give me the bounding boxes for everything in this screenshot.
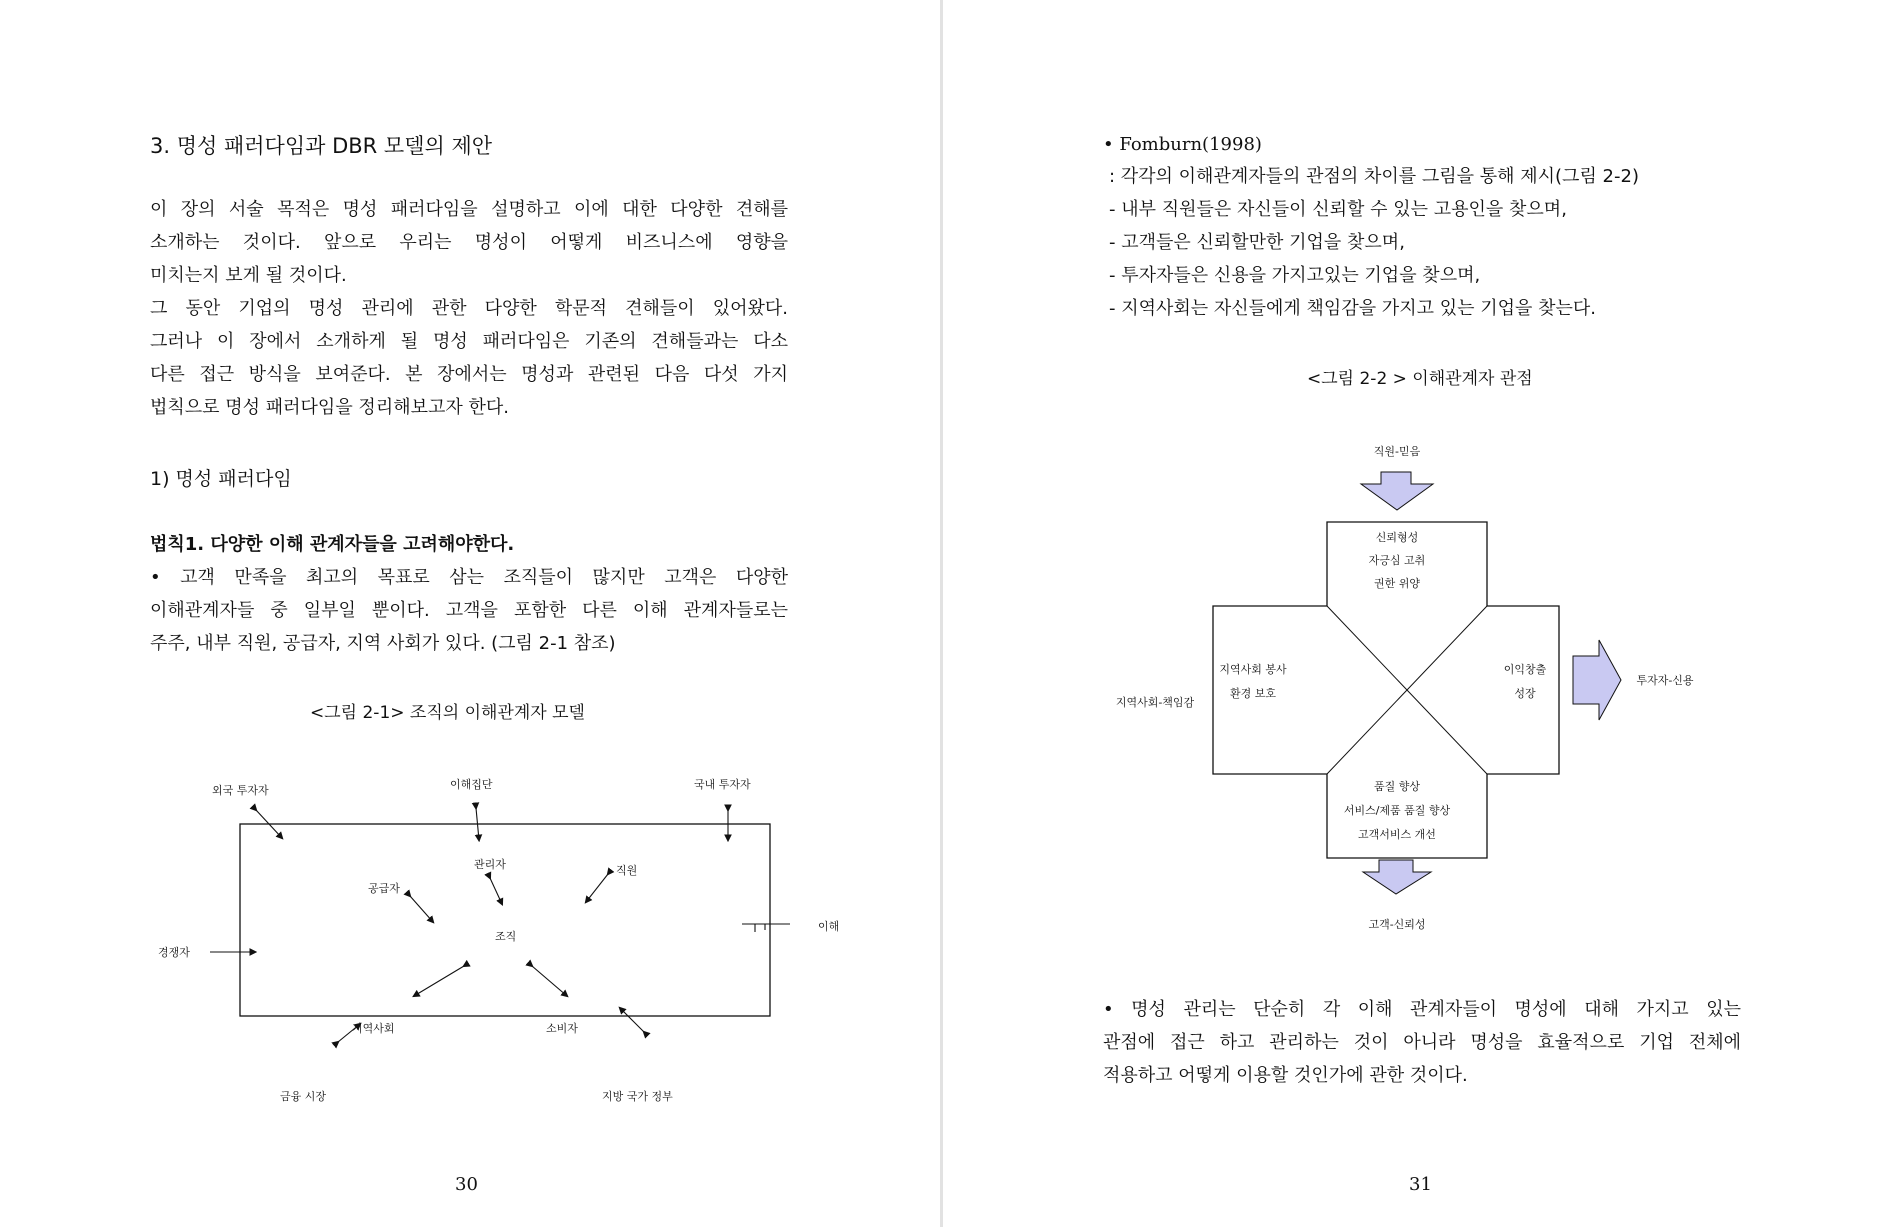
- text-line: • 명성 관리는 단순히 각 이해 관계자들이 명성에 대해 가지고 있는: [1103, 999, 1741, 1020]
- competitor-label: 경쟁자: [158, 946, 190, 959]
- arrow: [490, 878, 502, 904]
- page-number: 31: [1409, 1174, 1432, 1195]
- text-line: : 각각의 이해관계자들의 관점의 차이를 그림을 통해 제시(그림 2-2): [1109, 166, 1639, 187]
- subheading: 1) 명성 패러다임: [150, 468, 292, 490]
- bottom-box-line: 서비스/제품 품질 향상: [1343, 804, 1451, 817]
- right-box-line: 이익창출: [1503, 663, 1547, 676]
- top-arrow-icon: [1361, 472, 1433, 510]
- investor-perspective-label: 투자자-신용: [1636, 674, 1694, 687]
- top-box-line: 신뢰형성: [1375, 531, 1419, 544]
- union-label: 이해집단: [450, 778, 493, 791]
- arrow: [586, 874, 608, 902]
- rule-title: 법칙1. 다양한 이해 관계자들을 고려해야한다.: [150, 534, 515, 555]
- left-box-line: 환경 보호: [1229, 687, 1277, 700]
- page-number: 30: [455, 1174, 478, 1195]
- community-perspective-label: 지역사회-책임감: [1115, 696, 1195, 709]
- other-label: 이해: [818, 920, 840, 933]
- text-line: 그러나 이 장에서 소개하게 될 명성 패러다임은 기존의 견해들과는 다소: [150, 331, 788, 352]
- text-line: 그 동안 기업의 명성 관리에 관한 다양한 학문적 견해들이 있어왔다.: [150, 298, 788, 319]
- text-line: 이해관계자들 중 일부일 뿐이다. 고객을 포함한 다른 이해 관계자들로는: [150, 600, 788, 621]
- right-arrow-icon: [1573, 640, 1621, 720]
- bottom-box-line: 품질 향상: [1373, 780, 1421, 793]
- text-line: 관점에 접근 하고 관리하는 것이 아니라 명성을 효율적으로 기업 전체에: [1103, 1032, 1741, 1053]
- domestic-investor-label: 국내 투자자: [694, 778, 751, 791]
- supplier-label: 공급자: [368, 882, 400, 895]
- figure-caption: <그림 2-1> 조직의 이해관계자 모델: [310, 703, 585, 723]
- left-box-line: 지역사회 봉사: [1219, 663, 1287, 676]
- bottom-box-line: 고객서비스 개선: [1358, 828, 1436, 841]
- text-line: - 투자자들은 신용을 가지고있는 기업을 찾으며,: [1109, 265, 1481, 286]
- figure-caption: <그림 2-2 > 이해관계자 관점: [1307, 369, 1533, 389]
- closing-paragraph: [1103, 993, 1741, 1092]
- bottom-arrow-icon: [1363, 860, 1431, 894]
- rule-paragraph: [150, 561, 788, 660]
- text-line: 법칙으로 명성 패러다임을 정리해보고자 한다.: [150, 397, 509, 418]
- community-label: 지역사회: [352, 1022, 395, 1035]
- perspective-list: [1109, 160, 1639, 325]
- intro-paragraph: [150, 193, 788, 424]
- stakeholder-perspective-diagram: [1103, 440, 1703, 940]
- text-line: 소개하는 것이다. 앞으로 우리는 명성이 어떻게 비즈니스에 영향을: [150, 232, 788, 253]
- market-label: 금융 시장: [280, 1090, 327, 1103]
- text-line: - 고객들은 신뢰할만한 기업을 찾으며,: [1109, 232, 1405, 253]
- consumer-label: 소비자: [546, 1022, 578, 1035]
- organization-label: 조직: [495, 930, 517, 943]
- text-line: 미치는지 보게 될 것이다.: [150, 265, 347, 286]
- top-box-line: 권한 위양: [1373, 577, 1421, 590]
- source-citation: • Fomburn(1998): [1103, 134, 1262, 155]
- section-heading: 3. 명성 패러다임과 DBR 모델의 제안: [150, 134, 493, 158]
- arrow: [620, 1008, 644, 1032]
- text-line: 이 장의 서술 목적은 명성 패러다임을 설명하고 이에 대한 다양한 견해를: [150, 199, 788, 220]
- arrow: [532, 966, 567, 996]
- left-page: [0, 0, 940, 1227]
- employee-label: 직원: [616, 864, 638, 877]
- text-line: 주주, 내부 직원, 공급자, 지역 사회가 있다. (그림 2-1 참조): [150, 633, 616, 654]
- manager-label: 관리자: [474, 858, 506, 871]
- foreign-investor-label: 외국 투자자: [212, 784, 269, 797]
- right-page: [943, 0, 1883, 1227]
- arrow: [410, 896, 433, 922]
- government-label: 지방 국가 정부: [602, 1090, 673, 1103]
- employee-perspective-label: 직원-믿음: [1373, 445, 1421, 458]
- text-line: - 내부 직원들은 자신들이 신뢰할 수 있는 고용인을 찾으며,: [1109, 199, 1567, 220]
- right-box-line: 성장: [1514, 687, 1536, 700]
- text-line: 적용하고 어떻게 이용할 것인가에 관한 것이다.: [1103, 1065, 1468, 1086]
- organization-boundary: [240, 824, 770, 1016]
- text-line: - 지역사회는 자신들에게 책임감을 가지고 있는 기업을 찾는다.: [1109, 298, 1596, 319]
- arrow: [414, 966, 464, 996]
- top-box-line: 자긍심 고취: [1368, 554, 1426, 567]
- customer-perspective-label: 고객-신뢰성: [1368, 918, 1426, 931]
- text-line: • 고객 만족을 최고의 목표로 삼는 조직들이 많지만 고객은 다양한: [150, 567, 788, 588]
- text-line: 다른 접근 방식을 보여준다. 본 장에서는 명성과 관련된 다음 다섯 가지: [150, 364, 788, 385]
- stakeholder-model-diagram: [150, 770, 870, 1120]
